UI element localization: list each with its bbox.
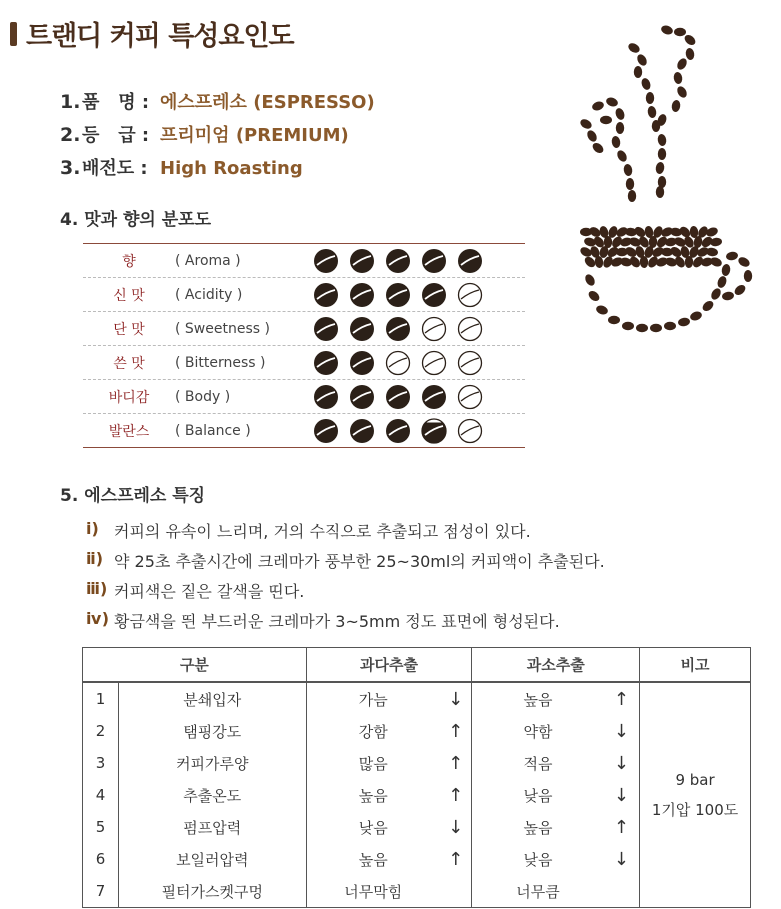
over-value: 많음: [358, 754, 388, 773]
info-value: High Roasting: [160, 158, 303, 179]
cup-bean: [591, 100, 605, 112]
flavor-name: 단 맛: [113, 321, 145, 338]
table-header-row: [83, 648, 751, 683]
cup-bean: [716, 275, 728, 289]
under-arrow: ↑: [604, 811, 640, 843]
empty-bean-icon: [385, 350, 411, 376]
info-label: 등 급 :: [82, 125, 150, 146]
cup-bean: [614, 107, 626, 121]
flavor-row: [83, 312, 525, 346]
row-item: 필터가스켓구멍: [118, 875, 306, 908]
cup-bean: [744, 270, 752, 282]
flavor-name: 향: [122, 253, 136, 270]
filled-bean-icon: [385, 248, 411, 274]
feature-item: [86, 549, 605, 572]
table-row: [83, 682, 751, 715]
feature-item: [86, 519, 531, 542]
cup-bean: [701, 299, 716, 313]
flavor-row: [83, 380, 525, 414]
flavor-rating: [313, 248, 483, 274]
header-over-extraction: 과다추출: [306, 648, 472, 683]
flavor-rating: [313, 316, 483, 342]
filled-bean-icon: [313, 282, 339, 308]
cup-bean: [585, 129, 598, 144]
cup-bean: [721, 263, 731, 276]
row-item: 보일러압력: [118, 843, 306, 875]
empty-bean-icon: [421, 316, 447, 342]
flavor-rating: [313, 350, 483, 376]
flavor-name: 쓴 맛: [113, 355, 145, 372]
filled-bean-icon: [421, 384, 447, 410]
cup-bean: [628, 190, 636, 202]
table-body: [83, 682, 751, 908]
cup-bean: [709, 287, 722, 302]
filled-bean-icon: [349, 282, 375, 308]
cup-bean: [627, 41, 642, 54]
info-row-roast: [60, 154, 303, 180]
cup-bean: [733, 283, 748, 297]
row-number: 3: [83, 747, 119, 779]
row-number: 1: [83, 682, 119, 715]
filled-bean-icon: [313, 350, 339, 376]
cup-bean: [683, 33, 698, 47]
coffee-bean-cup-illustration: [572, 20, 772, 350]
title-bar-accent: [10, 22, 17, 46]
under-arrow: ↓: [604, 715, 640, 747]
cup-bean: [616, 122, 624, 134]
flavor-row: [83, 414, 525, 448]
info-value: 프리미엄 (PREMIUM): [160, 125, 349, 146]
cup-bean: [664, 322, 676, 330]
under-value: 높음: [523, 818, 553, 837]
flavor-rating: [313, 384, 483, 410]
cup-bean: [636, 324, 648, 332]
header-category: 구분: [83, 648, 307, 683]
info-row-name: [60, 88, 375, 114]
cup-bean: [658, 148, 666, 160]
cup-bean: [634, 66, 642, 78]
under-value: 낮음: [523, 786, 553, 805]
cup-bean: [608, 316, 620, 324]
row-number: 5: [83, 811, 119, 843]
under-arrow: ↑: [604, 682, 640, 715]
info-num: 3.: [60, 157, 81, 179]
filled-bean-icon: [349, 418, 375, 444]
empty-bean-icon: [457, 350, 483, 376]
cup-bean: [689, 310, 703, 322]
over-value: 낮음: [358, 818, 388, 837]
flavor-english: ( Acidity ): [175, 286, 243, 303]
cup-bean: [591, 141, 606, 155]
cup-bean: [709, 256, 723, 268]
info-label: 배전도 :: [82, 158, 148, 179]
filled-bean-icon: [385, 316, 411, 342]
flavor-row: [83, 346, 525, 380]
filled-bean-icon: [313, 316, 339, 342]
info-label: 품 명 :: [82, 92, 150, 113]
feature-item: [86, 579, 304, 602]
under-value: 낮음: [523, 850, 553, 869]
flavor-name: 신 맛: [113, 287, 145, 304]
info-value: 에스프레소 (ESPRESSO): [160, 92, 375, 113]
over-value: 높음: [358, 850, 388, 869]
cup-bean: [725, 251, 738, 261]
under-arrow: ↓: [604, 779, 640, 811]
cup-bean: [677, 317, 690, 327]
flavor-english: ( Sweetness ): [175, 320, 270, 337]
cup-bean: [587, 289, 602, 303]
empty-bean-icon: [457, 384, 483, 410]
section-4-title: [60, 205, 211, 230]
flavor-english: ( Aroma ): [175, 252, 241, 269]
cup-bean: [721, 291, 734, 301]
section-4-num: 4.: [60, 210, 79, 230]
empty-bean-icon: [457, 418, 483, 444]
flavor-english: ( Body ): [175, 388, 231, 405]
cup-bean: [646, 92, 654, 104]
row-item: 커피가루양: [118, 747, 306, 779]
header-under-extraction: 과소추출: [472, 648, 640, 683]
cup-bean: [685, 47, 695, 60]
cup-bean: [605, 96, 619, 108]
empty-bean-icon: [421, 350, 447, 376]
flavor-table: [83, 243, 525, 448]
section-5-title: [60, 481, 205, 506]
cup-bean: [675, 85, 688, 100]
over-arrow: ↓: [440, 811, 472, 843]
flavor-row: [83, 244, 525, 278]
filled-bean-icon: [349, 316, 375, 342]
section-5-num: 5.: [60, 486, 79, 506]
feature-text: 커피색은 짙은 갈색을 띤다.: [114, 582, 305, 601]
cup-bean: [647, 105, 657, 118]
row-item: 추출온도: [118, 779, 306, 811]
header-note: 비고: [640, 648, 751, 683]
cup-bean: [656, 186, 664, 198]
info-row-grade: [60, 121, 349, 147]
feature-text: 약 25초 추출시간에 크레마가 풍부한 25~30ml의 커피액이 추출된다.: [114, 552, 605, 571]
cup-bean: [671, 99, 681, 112]
filled-bean-icon: [385, 418, 411, 444]
feature-item: [86, 609, 560, 632]
cup-bean: [615, 149, 628, 164]
flavor-name: 바디감: [108, 389, 150, 406]
half-bean-icon: [421, 418, 447, 444]
feature-roman: ⅰ): [86, 519, 99, 538]
section-5-text: 에스프레소 특징: [84, 486, 206, 506]
row-number: 2: [83, 715, 119, 747]
cup-bean: [595, 304, 609, 316]
info-num: 2.: [60, 124, 81, 146]
under-value: 너무큼: [472, 875, 604, 908]
filled-bean-icon: [349, 384, 375, 410]
cup-bean: [583, 273, 596, 288]
filled-bean-icon: [385, 384, 411, 410]
over-arrow: ↑: [440, 715, 472, 747]
over-value: 너무막힘: [306, 875, 440, 908]
note-line-1: 9 bar: [675, 771, 715, 789]
filled-bean-icon: [349, 350, 375, 376]
cup-bean: [600, 116, 612, 124]
filled-bean-icon: [457, 248, 483, 274]
filled-bean-icon: [313, 384, 339, 410]
filled-bean-icon: [313, 248, 339, 274]
cup-bean: [622, 322, 634, 330]
over-value: 가늠: [358, 690, 388, 709]
cup-bean: [737, 255, 752, 268]
feature-roman: ⅲ): [86, 579, 108, 598]
row-number: 6: [83, 843, 119, 875]
over-arrow: ↓: [440, 682, 472, 715]
empty-bean-icon: [457, 282, 483, 308]
flavor-rating: [313, 418, 483, 444]
flavor-english: ( Balance ): [175, 422, 251, 439]
row-number: 4: [83, 779, 119, 811]
cup-bean: [652, 120, 660, 132]
over-arrow: ↑: [440, 843, 472, 875]
filled-bean-icon: [421, 248, 447, 274]
row-item: 탬핑강도: [118, 715, 306, 747]
cup-bean: [657, 133, 667, 146]
feature-text: 커피의 유속이 느리며, 거의 수직으로 추출되고 점성이 있다.: [114, 522, 531, 541]
cup-bean: [660, 24, 674, 36]
under-arrow: [604, 875, 640, 908]
filled-bean-icon: [421, 282, 447, 308]
cup-bean: [675, 57, 688, 72]
empty-bean-icon: [457, 316, 483, 342]
cup-bean: [579, 117, 594, 130]
feature-roman: ⅱ): [86, 549, 104, 568]
cup-bean: [626, 178, 634, 190]
feature-text: 황금색을 띈 부드러운 크레마가 3~5mm 정도 표면에 형성된다.: [114, 612, 560, 631]
flavor-name: 발란스: [108, 423, 150, 440]
note-cell: [640, 682, 751, 908]
filled-bean-icon: [385, 282, 411, 308]
over-arrow: ↑: [440, 747, 472, 779]
feature-roman: ⅳ): [86, 609, 110, 628]
cup-bean: [705, 226, 719, 238]
cup-bean: [650, 324, 662, 332]
cup-bean: [635, 53, 648, 68]
over-arrow: ↑: [440, 779, 472, 811]
flavor-rows: [83, 244, 525, 448]
over-arrow: [440, 875, 472, 908]
under-value: 약함: [523, 722, 553, 741]
flavor-rating: [313, 282, 483, 308]
cup-bean: [674, 28, 686, 36]
note-line-2: 1기압 100도: [651, 801, 739, 819]
under-arrow: ↓: [604, 747, 640, 779]
section-4-text: 맛과 향의 분포도: [84, 210, 212, 230]
page-title: 트랜디 커피 특성요인도: [26, 21, 294, 52]
under-arrow: ↓: [604, 843, 640, 875]
cup-bean: [673, 71, 683, 84]
cup-bean: [640, 77, 652, 91]
under-value: 적음: [523, 754, 553, 773]
row-number: 7: [83, 875, 119, 908]
filled-bean-icon: [313, 418, 339, 444]
info-num: 1.: [60, 91, 81, 113]
row-item: 분쇄입자: [118, 682, 306, 715]
row-item: 펌프압력: [118, 811, 306, 843]
over-value: 높음: [358, 786, 388, 805]
cup-bean: [655, 161, 665, 174]
flavor-english: ( Bitterness ): [175, 354, 266, 371]
flavor-row: [83, 278, 525, 312]
under-value: 높음: [523, 690, 553, 709]
extraction-comparison-table: [82, 647, 751, 908]
filled-bean-icon: [349, 248, 375, 274]
cup-bean: [623, 163, 633, 176]
cup-bean: [611, 135, 621, 148]
over-value: 강함: [358, 722, 388, 741]
